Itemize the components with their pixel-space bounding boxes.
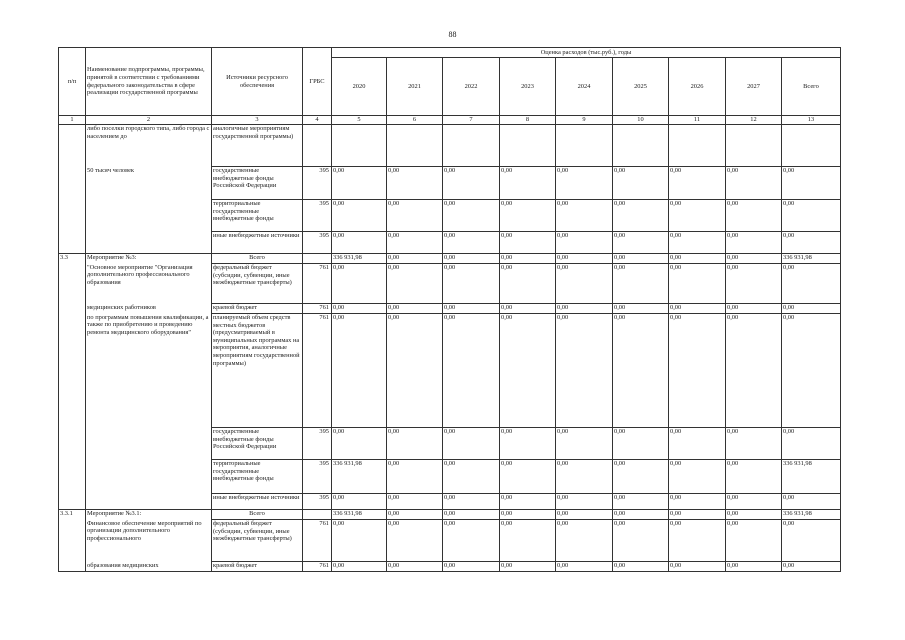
row-value: 0,00 <box>669 494 726 510</box>
header-num: п/п <box>59 48 86 116</box>
row-value: 0,00 <box>556 314 613 428</box>
row-grbs <box>303 125 332 167</box>
row-value: 0,00 <box>782 304 841 314</box>
row-name <box>86 460 212 494</box>
column-number: 9 <box>556 116 613 125</box>
row-value: 0,00 <box>556 494 613 510</box>
row-name <box>86 428 212 460</box>
row-value: 0,00 <box>443 254 500 264</box>
row-value: 0,00 <box>500 494 556 510</box>
row-index <box>59 232 86 254</box>
row-value: 0,00 <box>387 232 443 254</box>
row-value: 0,00 <box>443 232 500 254</box>
row-value: 336 931,98 <box>332 510 387 520</box>
row-index <box>59 304 86 314</box>
row-value: 0,00 <box>500 314 556 428</box>
row-value: 0,00 <box>726 520 782 562</box>
row-value: 0,00 <box>613 428 669 460</box>
row-value: 0,00 <box>500 232 556 254</box>
header-year: 2022 <box>443 58 500 116</box>
row-index <box>59 125 86 167</box>
row-value: 0,00 <box>500 254 556 264</box>
column-number: 7 <box>443 116 500 125</box>
row-source: государственные внебюджетные фонды Российской Федерации <box>212 428 303 460</box>
row-value: 0,00 <box>613 314 669 428</box>
row-value: 0,00 <box>613 304 669 314</box>
row-value: 336 931,98 <box>782 510 841 520</box>
row-index: 3.3 <box>59 254 86 264</box>
row-grbs: 761 <box>303 314 332 428</box>
table-row <box>59 428 841 460</box>
row-value: 0,00 <box>387 167 443 200</box>
row-source: Всего <box>212 510 303 520</box>
column-number: 4 <box>303 116 332 125</box>
row-value: 0,00 <box>726 304 782 314</box>
row-value: 0,00 <box>726 264 782 304</box>
row-value: 0,00 <box>332 200 387 232</box>
row-value: 0,00 <box>443 200 500 232</box>
row-value: 0,00 <box>613 200 669 232</box>
table-row <box>59 314 841 428</box>
row-grbs: 761 <box>303 520 332 562</box>
row-value: 0,00 <box>613 167 669 200</box>
row-value: 0,00 <box>556 428 613 460</box>
row-value: 0,00 <box>556 200 613 232</box>
row-source: территориальные государственные внебюджетные фонды <box>212 460 303 494</box>
table-row <box>59 460 841 494</box>
row-value: 0,00 <box>500 562 556 572</box>
row-value: 0,00 <box>556 232 613 254</box>
row-source: государственные внебюджетные фонды Российской Федерации <box>212 167 303 200</box>
row-value: 0,00 <box>782 520 841 562</box>
row-source: федеральный бюджет (субсидии, субвенции, иные межбюджетные трансферты) <box>212 520 303 562</box>
row-value: 0,00 <box>782 264 841 304</box>
row-value: 0,00 <box>613 562 669 572</box>
row-value: 0,00 <box>669 254 726 264</box>
row-value: 336 931,98 <box>332 254 387 264</box>
row-value: 336 931,98 <box>782 460 841 494</box>
row-grbs: 761 <box>303 304 332 314</box>
table-row <box>59 304 841 314</box>
row-name: Финансовое обеспечение мероприятий по организации дополнительного профессионального <box>86 520 212 562</box>
row-value: 0,00 <box>726 460 782 494</box>
row-value: 0,00 <box>556 460 613 494</box>
row-value: 0,00 <box>500 167 556 200</box>
table-row <box>59 254 841 264</box>
row-value: 0,00 <box>726 562 782 572</box>
row-value <box>332 125 387 167</box>
row-value: 0,00 <box>387 510 443 520</box>
row-grbs: 395 <box>303 200 332 232</box>
row-name: образования медицинских <box>86 562 212 572</box>
row-name: либо поселки городского типа, либо города с населением до <box>86 125 212 167</box>
row-source: территориальные государственные внебюджетные фонды <box>212 200 303 232</box>
row-value: 0,00 <box>443 428 500 460</box>
row-value: 0,00 <box>332 428 387 460</box>
row-source: Всего <box>212 254 303 264</box>
row-value: 0,00 <box>332 304 387 314</box>
table-row <box>59 494 841 510</box>
column-number: 13 <box>782 116 841 125</box>
row-value: 0,00 <box>669 264 726 304</box>
row-grbs: 395 <box>303 460 332 494</box>
row-value: 0,00 <box>556 520 613 562</box>
row-name: "Основное мероприятие "Организация дополнительного профессионального образования <box>86 264 212 304</box>
row-value: 0,00 <box>443 510 500 520</box>
table-row <box>59 510 841 520</box>
table-row <box>59 200 841 232</box>
row-value: 0,00 <box>443 264 500 304</box>
row-index <box>59 314 86 428</box>
row-name <box>86 494 212 510</box>
row-value: 0,00 <box>332 314 387 428</box>
row-name: медицинских работников <box>86 304 212 314</box>
row-name <box>86 200 212 232</box>
row-value: 0,00 <box>332 167 387 200</box>
row-value: 0,00 <box>332 520 387 562</box>
row-value: 0,00 <box>782 428 841 460</box>
row-grbs: 395 <box>303 167 332 200</box>
header-name: Наименование подпрограммы, программы, принятой в соответствии с требованиями федерального законодательства в сфере реализации государственной программы <box>86 48 212 116</box>
row-value: 0,00 <box>726 428 782 460</box>
row-index <box>59 428 86 460</box>
column-number: 6 <box>387 116 443 125</box>
header-year: 2023 <box>500 58 556 116</box>
row-value: 0,00 <box>387 200 443 232</box>
column-number: 2 <box>86 116 212 125</box>
row-value: 0,00 <box>782 494 841 510</box>
row-value: 0,00 <box>556 510 613 520</box>
row-value: 336 931,98 <box>782 254 841 264</box>
row-value: 0,00 <box>332 232 387 254</box>
row-name <box>86 232 212 254</box>
table-row <box>59 520 841 562</box>
row-value: 0,00 <box>669 304 726 314</box>
header-year: 2025 <box>613 58 669 116</box>
header-year: Всего <box>782 58 841 116</box>
row-value: 0,00 <box>556 304 613 314</box>
table-row <box>59 125 841 167</box>
row-index <box>59 562 86 572</box>
row-value: 0,00 <box>782 314 841 428</box>
row-value: 0,00 <box>556 562 613 572</box>
row-source: федеральный бюджет (субсидии, субвенции, иные межбюджетные трансферты) <box>212 264 303 304</box>
row-name: по программам повышения квалификации, а также по приобретению и проведению ремонта медицинского оборудования" <box>86 314 212 428</box>
row-value: 0,00 <box>726 494 782 510</box>
row-value: 0,00 <box>332 562 387 572</box>
row-value <box>782 125 841 167</box>
row-value: 0,00 <box>782 200 841 232</box>
row-value: 0,00 <box>669 232 726 254</box>
row-value: 0,00 <box>556 167 613 200</box>
table-row <box>59 232 841 254</box>
row-index <box>59 520 86 562</box>
row-value: 0,00 <box>669 460 726 494</box>
row-value: 0,00 <box>782 232 841 254</box>
row-value: 336 931,98 <box>332 460 387 494</box>
row-index <box>59 460 86 494</box>
row-value: 0,00 <box>669 314 726 428</box>
table-row <box>59 264 841 304</box>
row-value: 0,00 <box>669 167 726 200</box>
row-value: 0,00 <box>726 254 782 264</box>
row-name: 50 тысяч человек <box>86 167 212 200</box>
column-number: 5 <box>332 116 387 125</box>
row-value: 0,00 <box>782 167 841 200</box>
page-number: 88 <box>448 30 457 39</box>
row-name: Мероприятие №3: <box>86 254 212 264</box>
row-value: 0,00 <box>443 494 500 510</box>
row-value <box>387 125 443 167</box>
row-value: 0,00 <box>669 562 726 572</box>
row-value: 0,00 <box>669 428 726 460</box>
row-value: 0,00 <box>443 167 500 200</box>
row-grbs: 761 <box>303 562 332 572</box>
header-year: 2020 <box>332 58 387 116</box>
row-index <box>59 494 86 510</box>
row-value: 0,00 <box>613 494 669 510</box>
row-value <box>500 125 556 167</box>
row-value: 0,00 <box>443 562 500 572</box>
header-source: Источники ресурсного обеспечения <box>212 48 303 116</box>
row-value: 0,00 <box>500 460 556 494</box>
row-source: иные внебюджетные источники <box>212 232 303 254</box>
row-index <box>59 200 86 232</box>
row-grbs: 395 <box>303 428 332 460</box>
row-value: 0,00 <box>387 460 443 494</box>
row-source: краевой бюджет <box>212 562 303 572</box>
row-source: планируемый объем средств местных бюджетов (предусматриваемый в муниципальных программах на мероприятия, аналогичные мероприятиям государственной программы) <box>212 314 303 428</box>
row-value <box>556 125 613 167</box>
row-value: 0,00 <box>443 460 500 494</box>
row-value: 0,00 <box>726 510 782 520</box>
row-value: 0,00 <box>443 520 500 562</box>
row-index <box>59 167 86 200</box>
header-group-title: Оценка расходов (тыс.руб.), годы <box>332 48 841 58</box>
column-number: 3 <box>212 116 303 125</box>
row-value <box>613 125 669 167</box>
row-value: 0,00 <box>500 264 556 304</box>
row-value: 0,00 <box>669 520 726 562</box>
row-value: 0,00 <box>613 460 669 494</box>
row-source: аналогичные мероприятиям государственной программы) <box>212 125 303 167</box>
column-number: 1 <box>59 116 86 125</box>
row-value: 0,00 <box>332 494 387 510</box>
row-value: 0,00 <box>669 510 726 520</box>
row-grbs: 395 <box>303 232 332 254</box>
header-year: 2024 <box>556 58 613 116</box>
row-source: краевой бюджет <box>212 304 303 314</box>
row-name: Мероприятие №3.1: <box>86 510 212 520</box>
row-value: 0,00 <box>500 428 556 460</box>
column-number: 12 <box>726 116 782 125</box>
header-year: 2027 <box>726 58 782 116</box>
row-source: иные внебюджетные источники <box>212 494 303 510</box>
row-value: 0,00 <box>556 254 613 264</box>
budget-table <box>58 47 841 572</box>
row-value: 0,00 <box>443 304 500 314</box>
row-value: 0,00 <box>332 264 387 304</box>
row-value: 0,00 <box>387 520 443 562</box>
row-value: 0,00 <box>443 314 500 428</box>
row-value <box>443 125 500 167</box>
row-value: 0,00 <box>726 200 782 232</box>
row-value: 0,00 <box>613 520 669 562</box>
row-value: 0,00 <box>387 254 443 264</box>
row-value: 0,00 <box>726 167 782 200</box>
row-value: 0,00 <box>613 264 669 304</box>
header-year: 2026 <box>669 58 726 116</box>
row-value: 0,00 <box>782 562 841 572</box>
row-value: 0,00 <box>500 200 556 232</box>
row-index <box>59 264 86 304</box>
table-row <box>59 167 841 200</box>
row-value: 0,00 <box>669 200 726 232</box>
column-number: 8 <box>500 116 556 125</box>
row-value: 0,00 <box>387 562 443 572</box>
header-grbs: ГРБС <box>303 48 332 116</box>
column-number: 11 <box>669 116 726 125</box>
row-value: 0,00 <box>387 494 443 510</box>
row-value: 0,00 <box>613 232 669 254</box>
table-row <box>59 562 841 572</box>
row-grbs: 761 <box>303 264 332 304</box>
row-value: 0,00 <box>500 520 556 562</box>
column-number: 10 <box>613 116 669 125</box>
row-value <box>669 125 726 167</box>
row-value: 0,00 <box>500 510 556 520</box>
row-value: 0,00 <box>556 264 613 304</box>
row-value: 0,00 <box>387 314 443 428</box>
row-value <box>726 125 782 167</box>
row-value: 0,00 <box>726 232 782 254</box>
row-value: 0,00 <box>726 314 782 428</box>
row-grbs <box>303 254 332 264</box>
row-value: 0,00 <box>387 264 443 304</box>
row-value: 0,00 <box>613 254 669 264</box>
header-year: 2021 <box>387 58 443 116</box>
row-value: 0,00 <box>500 304 556 314</box>
row-value: 0,00 <box>613 510 669 520</box>
row-grbs: 395 <box>303 494 332 510</box>
row-index: 3.3.1 <box>59 510 86 520</box>
row-grbs <box>303 510 332 520</box>
row-value: 0,00 <box>387 428 443 460</box>
row-value: 0,00 <box>387 304 443 314</box>
